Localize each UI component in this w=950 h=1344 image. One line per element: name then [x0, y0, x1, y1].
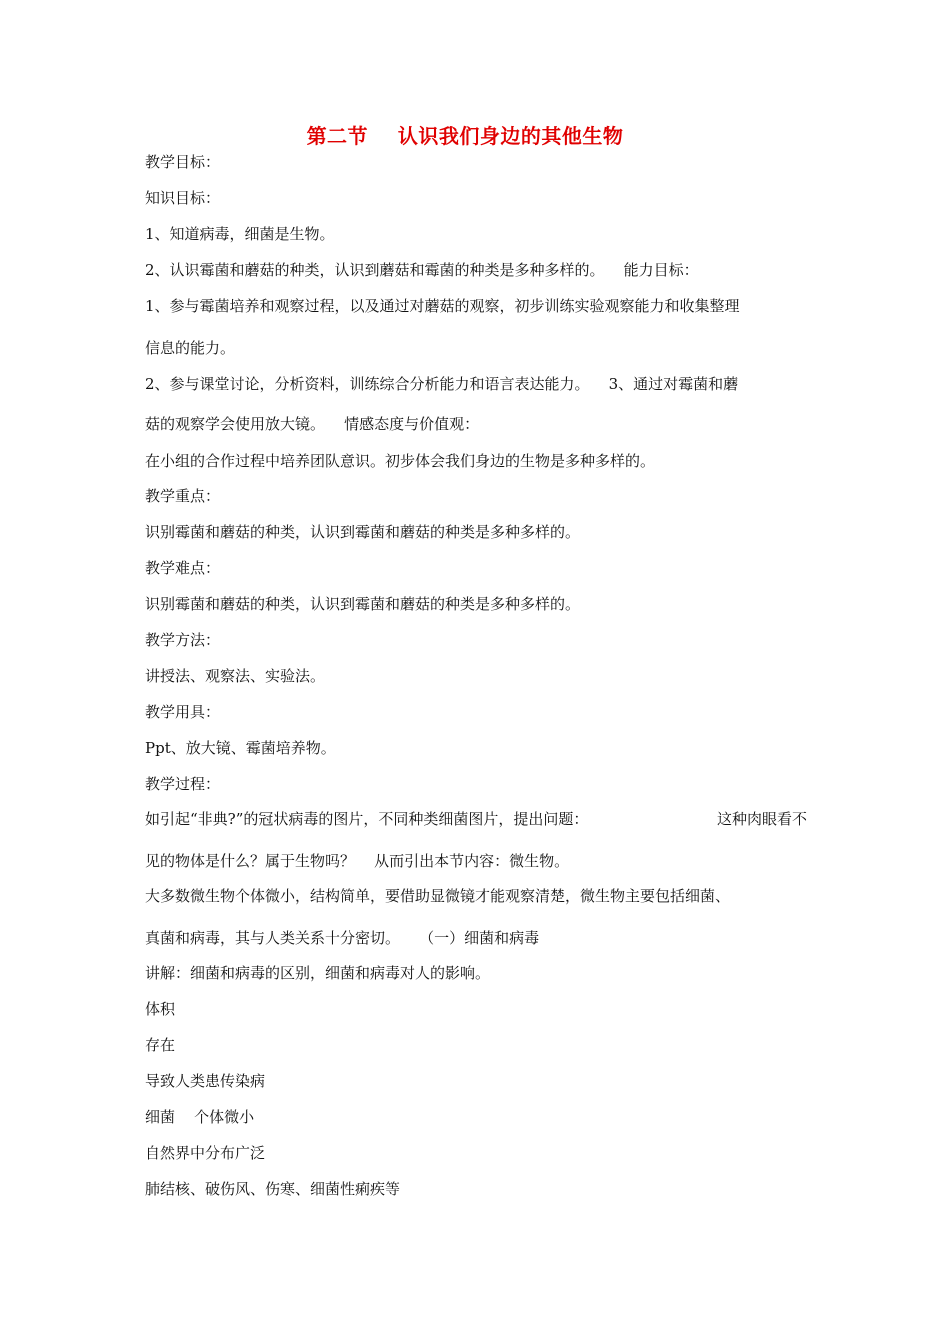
text-line: 教学方法：	[145, 631, 221, 649]
text-line: 自然界中分布广泛	[145, 1144, 266, 1162]
text-line: 大多数微生物个体微小，结构简单，要借助显微镜才能观察清楚，微生物主要包括细菌、	[145, 887, 731, 905]
text-line-part: 这种肉眼看不	[716, 810, 807, 828]
text-line: 讲授法、观察法、实验法。	[145, 667, 326, 685]
text-line: 肺结核、破伤风、伤寒、细菌性痢疾等	[145, 1180, 401, 1198]
text-line: 存在	[145, 1036, 176, 1054]
text-line: 识别霉菌和蘑菇的种类，认识到霉菌和蘑菇的种类是多种多样的。	[145, 523, 581, 541]
text-line: 导致人类患传染病	[145, 1072, 266, 1090]
text-line: 知识目标：	[145, 189, 221, 207]
text-line: 教学目标：	[145, 153, 221, 171]
text-line: Ppt、放大镜、霉菌培养物。	[145, 739, 336, 757]
document-title: 第二节 认识我们身边的其他生物	[306, 124, 624, 148]
text-line: 讲解：细菌和病毒的区别，细菌和病毒对人的影响。	[145, 964, 491, 982]
text-line	[145, 809, 807, 829]
text-line: 教学重点：	[145, 487, 221, 505]
text-line: 1、知道病毒，细菌是生物。	[145, 225, 335, 243]
text-line: 菇的观察学会使用放大镜。 情感态度与价值观：	[145, 415, 480, 433]
text-line-part: 如引起“非典?”的冠状病毒的图片，不同种类细菌图片，提出问题：	[145, 810, 589, 828]
text-line: 2、认识霉菌和蘑菇的种类，认识到蘑菇和霉菌的种类是多种多样的。 能力目标：	[145, 261, 699, 279]
text-line: 1、参与霉菌培养和观察过程，以及通过对蘑菇的观察，初步训练实验观察能力和收集整理	[145, 297, 740, 315]
text-line: 识别霉菌和蘑菇的种类，认识到霉菌和蘑菇的种类是多种多样的。	[145, 595, 581, 613]
text-line: 体积	[145, 1000, 176, 1018]
text-line: 在小组的合作过程中培养团队意识。初步体会我们身边的生物是多种多样的。	[145, 452, 656, 470]
text-line: 见的物体是什么？属于生物吗？ 从而引出本节内容：微生物。	[145, 852, 570, 870]
text-line: 信息的能力。	[145, 339, 236, 357]
text-line: 教学难点：	[145, 559, 221, 577]
text-line: 真菌和病毒，其与人类关系十分密切。 （一）细菌和病毒	[145, 929, 540, 947]
text-line: 细菌 个体微小	[145, 1108, 255, 1126]
text-line: 教学用具：	[145, 703, 221, 721]
text-line: 教学过程：	[145, 775, 221, 793]
text-line: 2、参与课堂讨论，分析资料，训练综合分析能力和语言表达能力。 3、通过对霉菌和蘑	[145, 375, 739, 393]
